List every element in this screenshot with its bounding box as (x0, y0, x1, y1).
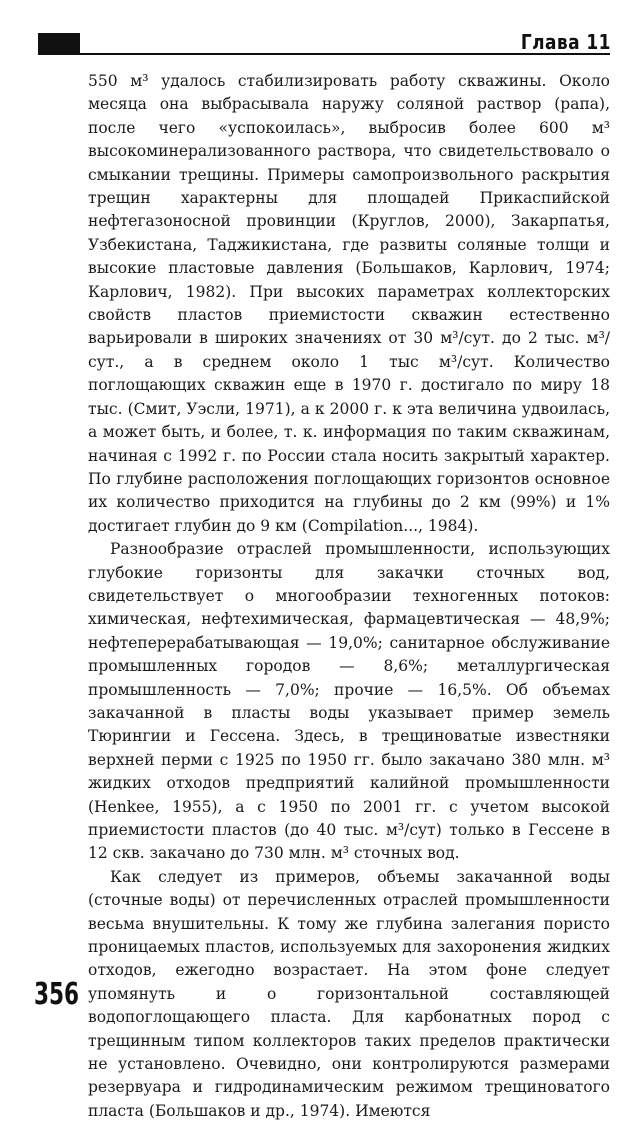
paragraph-3: Как следует из примеров, объемы закачанной воды (сточные воды) от перечисленных отраслей промышленности весьма внушительны. К тому же глубина залегания пористо проницаемых пластов, используемых для захоронения жидких отходов, ежегодно возрастает. На этом фоне следует упомянуть и о горизонтальной составляющей водопоглощающего пласта. Для карбонатных пород с трещинным типом коллекторов таких пределов практически не установлено. Очевидно, они контролируются размерами резервуара и гидродинамическим режимом трещиноватого пласта (Большаков и др., 1974). Имеются (88, 867, 610, 1120)
paragraph-1: 550 м³ удалось стабилизировать работу скважины. Около месяца она выбрасывала наружу соляной раствор (рапа), после чего «успокоилась», выбросив более 600 м³ высокоминерализованного раствора, что свидетельствовало о смыкании трещины. Примеры самопроизвольного раскрытия трещин характерны для площадей Прикаспийской нефтегазоносной провинции (Круглов, 2000), Закарпатья, Узбекистана, Таджикистана, где развиты соляные толщи и высокие пластовые давления (Большаков, Карлович, 1974; Карлович, 1982). При высоких параметрах коллекторских свойств пластов приемистости скважин естественно варьировали в широких значениях от 30 м³/сут. до 2 тыс. м³/сут., а в среднем около 1 тыс м³/сут. Количество поглощающих скважин еще в 1970 г. достигало по миру 18 тыс. (Смит, Уэсли, 1971), а к 2000 г. к эта величина удвоилась, а может быть, и более, т. к. информация по таким скважинам, начиная с 1992 г. по России стала носить закрытый характер. По глубине расположения поглощающих горизонтов основное их количество приходится на глубины до 2 км (99%) и 1% достигает глубин до 9 км (Compilation..., 1984). (88, 72, 610, 535)
chapter-title: Глава 11 (521, 30, 611, 54)
paragraph-2: Разнообразие отраслей промышленности, использующих глубокие горизонты для закачки сточных вод, свидетельствует о многообразии техногенных потоков: химическая, нефтехимическая, фармацевтическая — 48,9%; нефтеперерабатывающая — 19,0%; санитарное обслуживание промышленных городов — 8,6%; металлургическая промышленность — 7,0%; прочие — 16,5%. Об объемах закачанной в пласты воды указывает пример земель Тюрингии и Гессена. Здесь, в трещиноватые известняки верхней перми с 1925 по 1950 гг. было закачано 380 млн. м³ жидких отходов предприятий калийной промышленности (Henkee, 1955), а с 1950 по 2001 гг. с учетом высокой приемистости пластов (до 40 тыс. м³/сут) только в Гессене в 12 скв. закачано до 730 млн. м³ сточных вод. (88, 540, 610, 863)
page-number: 356 (34, 977, 80, 1012)
header-black-bar (38, 33, 80, 55)
body-text (88, 70, 610, 1123)
